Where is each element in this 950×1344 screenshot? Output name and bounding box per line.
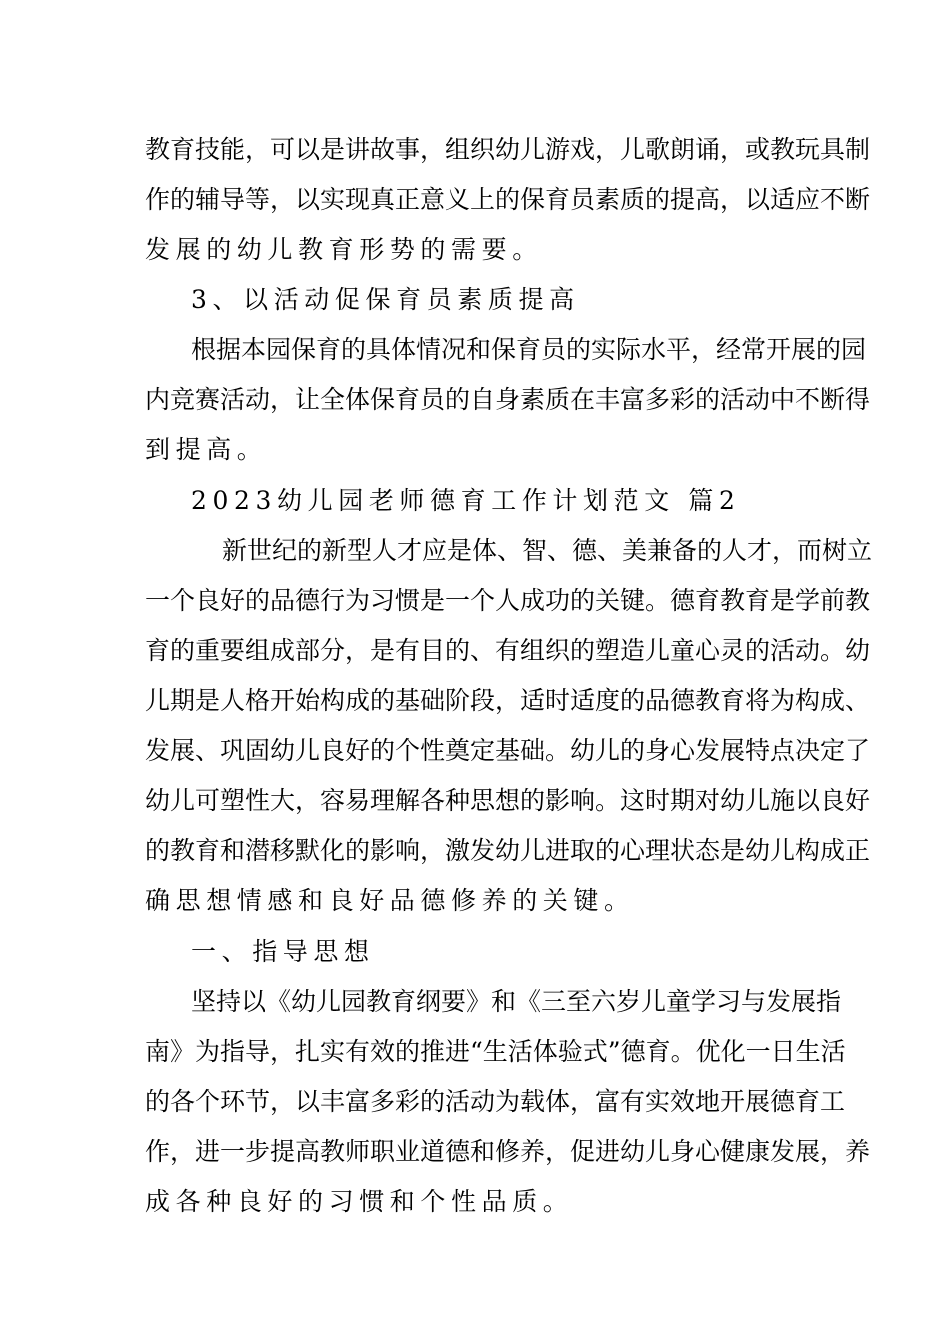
subheading-activity: 3、以活动促保育员素质提高 <box>191 285 580 314</box>
paragraph-line: 根据本园保育的具体情况和保育员的实际水平，经常开展的园 <box>191 335 867 364</box>
paragraph-line: 到提高。 <box>145 435 268 464</box>
paragraph-line: 作，进一步提高教师职业道德和修养，促进幼儿身心健康发展，养 <box>145 1137 871 1166</box>
paragraph-line: 南》为指导，扎实有效的推进“生活体验式”德育。优化一日生活 <box>145 1037 846 1066</box>
section-title: 2023幼儿园老师德育工作计划范文 篇2 <box>191 486 741 515</box>
paragraph-line: 的教育和潜移默化的影响，激发幼儿进取的心理状态是幼儿构成正 <box>145 836 871 865</box>
paragraph-line: 育的重要组成部分，是有目的、有组织的塑造儿童心灵的活动。幼 <box>145 636 871 665</box>
paragraph-line: 确思想情感和良好品德修养的关键。 <box>145 886 635 915</box>
paragraph-line: 幼儿可塑性大，容易理解各种思想的影响。这时期对幼儿施以良好 <box>145 786 871 815</box>
paragraph-line: 儿期是人格开始构成的基础阶段，适时适度的品德教育将为构成、 <box>145 686 871 715</box>
paragraph-line: 新世纪的新型人才应是体、智、德、美兼备的人才，而树立 <box>222 536 873 565</box>
paragraph-line: 教育技能，可以是讲故事，组织幼儿游戏，儿歌朗诵，或教玩具制 <box>145 135 871 164</box>
paragraph-line: 的各个环节，以丰富多彩的活动为载体，富有实效地开展德育工 <box>145 1087 846 1116</box>
paragraph-line: 一个良好的品德行为习惯是一个人成功的关键。德育教育是学前教 <box>145 586 871 615</box>
paragraph-line: 作的辅导等，以实现真正意义上的保育员素质的提高，以适应不断 <box>145 185 871 214</box>
paragraph-line: 成各种良好的习惯和个性品质。 <box>145 1187 574 1216</box>
paragraph-line: 发展、巩固幼儿良好的个性奠定基础。幼儿的身心发展特点决定了 <box>145 736 871 765</box>
paragraph-line: 内竞赛活动，让全体保育员的自身素质在丰富多彩的活动中不断得 <box>145 385 871 414</box>
heading-guiding-thought: 一、指导思想 <box>191 937 375 966</box>
paragraph-line: 坚持以《幼儿园教育纲要》和《三至六岁儿童学习与发展指 <box>191 987 842 1016</box>
paragraph-line: 发展的幼儿教育形势的需要。 <box>145 235 543 264</box>
